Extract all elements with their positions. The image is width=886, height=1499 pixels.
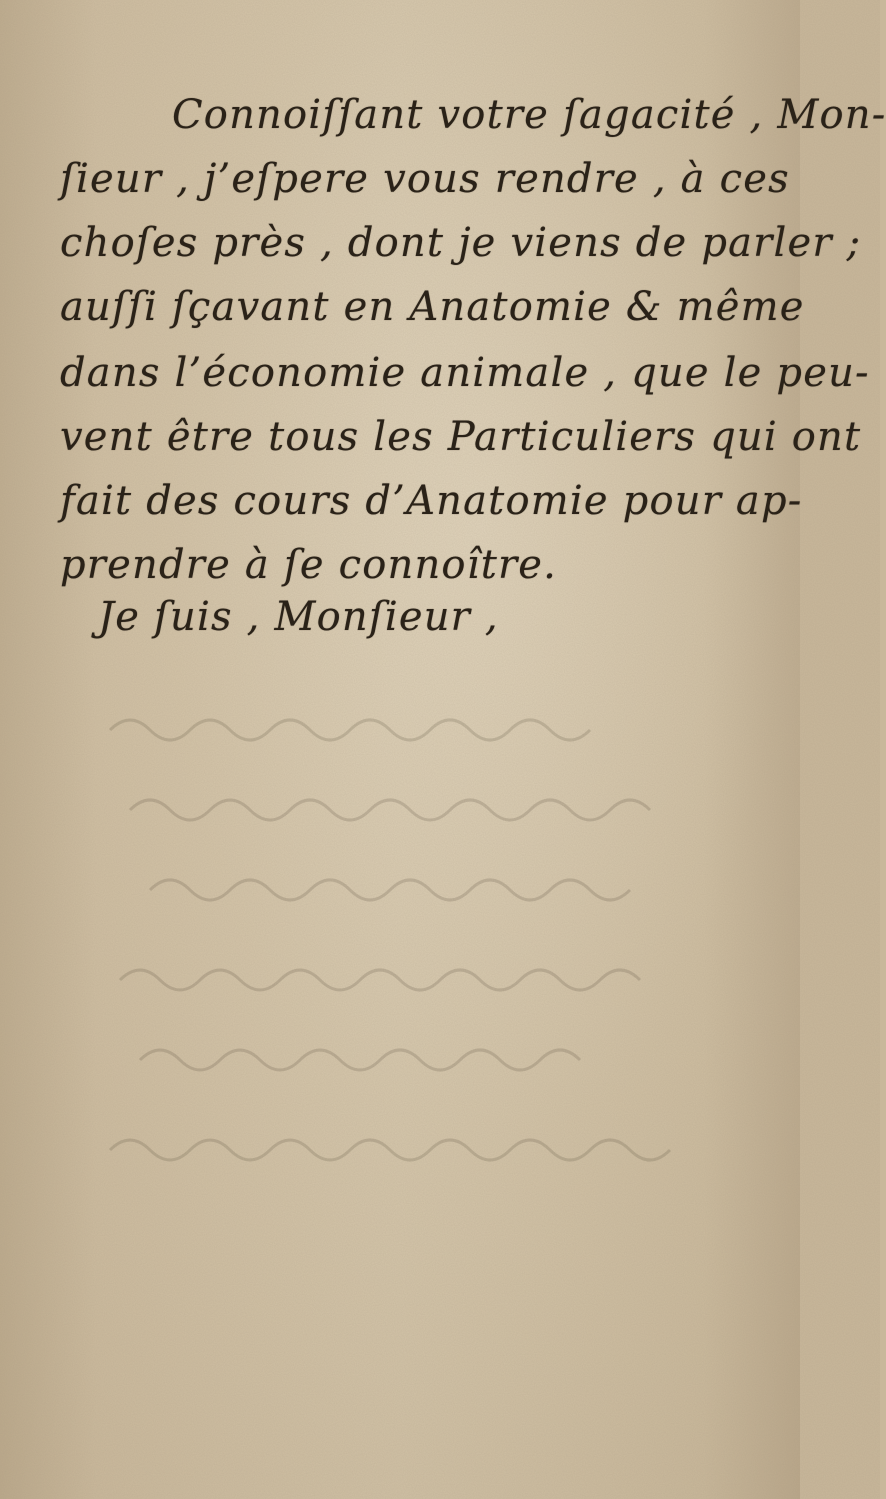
paragraph-line-5: dans l’économie animale , que le peu- bbox=[60, 350, 870, 396]
paragraph-line-1: Connoiſſant votre ſagacité , Mon- bbox=[172, 92, 886, 138]
show-through-ink bbox=[90, 690, 790, 1250]
paragraph-line-6: vent être tous les Particuliers qui ont bbox=[60, 414, 862, 460]
paragraph-line-8: prendre à ſe connoître. bbox=[60, 542, 558, 588]
paragraph-line-3: choſes près , dont je viens de parler ; bbox=[60, 220, 862, 266]
paragraph-line-4: auſſi ſçavant en Anatomie & même bbox=[60, 284, 805, 330]
paragraph-line-7: fait des cours d’Anatomie pour ap- bbox=[60, 478, 803, 524]
paragraph-line-2: ſieur , j’eſpere vous rendre , à ces bbox=[60, 156, 790, 202]
closing-salutation: Je ſuis , Monſieur , bbox=[98, 594, 499, 640]
